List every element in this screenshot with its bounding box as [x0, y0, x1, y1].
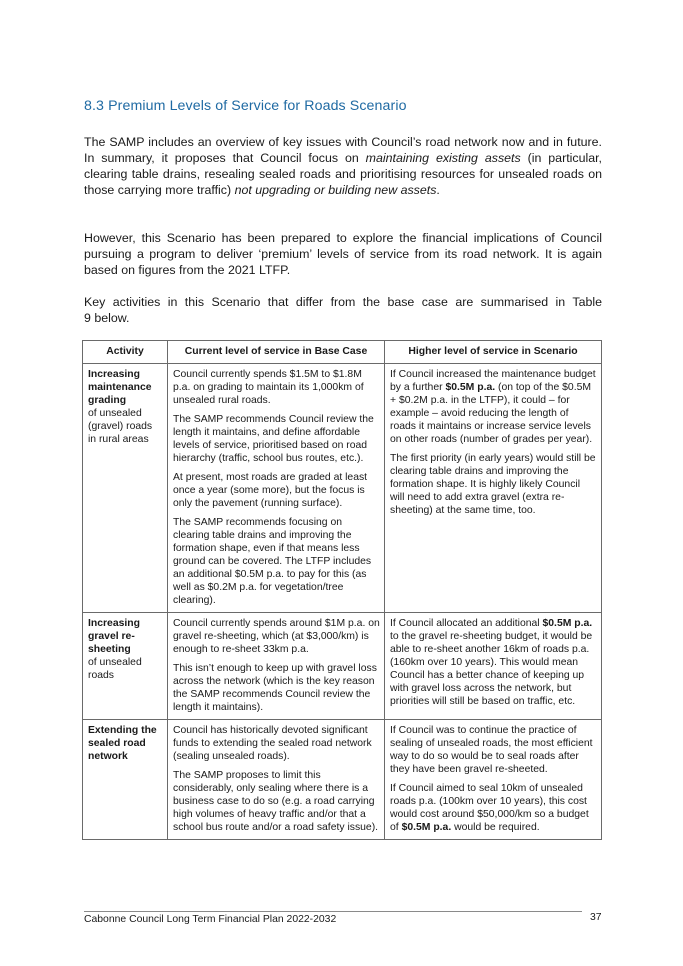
higher-text-a: If Council increased the maintenance budget by a further	[390, 369, 596, 393]
table-header-row	[83, 341, 602, 364]
higher-text: The first priority (in early years) would still be clearing table drains and improving the formation shape. It is highly likely Council will need to add extra gravel (extra re-sheeting) at the same time, too.	[390, 453, 596, 516]
activity-cell	[83, 613, 168, 720]
footer-title: Cabonne Council Long Term Financial Plan 2022-2032	[84, 914, 337, 925]
activity-title: Increasing maintenance grading	[88, 369, 152, 406]
activity-detail: of unsealed roads	[88, 657, 142, 681]
current-text: The SAMP proposes to limit this considerably, only sealing where there is a business case to do so (e.g. a road carrying high volumes of heavy traffic and/or that a school bus route and/or a road safety issue).	[173, 770, 379, 833]
current-cell	[168, 613, 385, 720]
intro-paragraph	[84, 135, 602, 199]
key-activities-table	[82, 340, 602, 840]
higher-text	[390, 617, 597, 708]
current-cell	[168, 720, 385, 840]
header-higher: Higher level of service in Scenario	[385, 341, 602, 364]
header-activity: Activity	[83, 341, 168, 364]
higher-cell	[385, 720, 602, 840]
higher-text-c: would be required.	[451, 822, 540, 833]
intro-text-e: .	[436, 182, 440, 197]
intro-emphasis-not-upgrading: not upgrading or building new assets	[234, 182, 437, 197]
current-text: The SAMP recommends focusing on clearing table drains and improving the formation shape, even if that means less ground can be covered. The LTFP includes an additional $0.5M p.a. to pay for this (as well as $0.2M p.a. for vegetation/tree clearing).	[173, 517, 372, 606]
key-activities-line-1: Key activities in this Scenario that differ from the base case are summarised in Table	[84, 295, 602, 309]
higher-text-a: If Council aimed to seal 10km of unsealed roads p.a. (100km over 10 years), this cost would cost around $50,000/km so a budget of	[390, 783, 589, 833]
higher-cell	[385, 364, 602, 613]
higher-amount: $0.5M p.a.	[542, 618, 593, 629]
section-heading: 8.3 Premium Levels of Service for Roads Scenario	[84, 98, 407, 114]
current-text: At present, most roads are graded at least once a year (some more), but the focus is only the pavement (running surface).	[173, 472, 368, 509]
table-row	[83, 720, 602, 840]
footer-divider	[84, 911, 582, 912]
higher-text-c: (on top of the $0.5M + $0.2M p.a. in the LTFP), it could – for example – avoid reducing the length of roads it maintains or increase service levels on other roads (number of grades per year).	[390, 382, 593, 445]
intro-text-c: (in particular, clearing table drains, resealing sealed roads and prioritising resources for unsealed roads on those carrying more traffic)	[84, 150, 603, 197]
activity-title: Increasing gravel re-sheeting	[88, 618, 140, 655]
higher-amount: $0.5M p.a.	[445, 382, 496, 393]
higher-text	[390, 368, 597, 446]
current-text: The SAMP recommends Council review the length it maintains, and define affordable levels of service, prioritised based on road hierarchy (traffic, school bus routes, etc.).	[173, 414, 374, 464]
higher-text: If Council was to continue the practice of sealing of unsealed roads, the most efficient way to do so would be to seal roads after they have been gravel re-sheeted.	[390, 725, 593, 775]
current-text: Council currently spends $1.5M to $1.8M p.a. on grading to maintain its 1,000km of unsealed rural roads.	[173, 369, 364, 406]
higher-amount: $0.5M p.a.	[401, 822, 452, 833]
table-row	[83, 613, 602, 720]
table-row	[83, 364, 602, 613]
activity-detail: of unsealed (gravel) roads in rural areas	[88, 408, 153, 445]
current-cell	[168, 364, 385, 613]
higher-cell	[385, 613, 602, 720]
page-number: 37	[590, 912, 602, 923]
key-activities-line-2: 9 below.	[84, 310, 130, 325]
higher-text-a: If Council allocated an additional	[390, 618, 543, 629]
header-current: Current level of service in Base Case	[168, 341, 385, 364]
intro-text-a: The SAMP includes an overview of key issues with Council’s road network now and in future. In summary, it proposes that Council focus on	[84, 135, 602, 165]
scenario-paragraph: However, this Scenario has been prepared to explore the financial implications of Council pursuing a program to deliver ‘premium’ levels of service from its road network. It is again based on figures from the 2021 LTFP.	[84, 231, 602, 277]
higher-text-c: to the gravel re-sheeting budget, it would be able to re-sheet another 16km of roads p.a. (160km over 10 years). This would mean Council has a better chance of keeping up with gravel loss across the network, but priorities will still be based on traffic, etc.	[390, 631, 593, 707]
key-activities-paragraph	[84, 295, 602, 327]
current-text: Council currently spends around $1M p.a. on gravel re-sheeting, which (at $3,000/km) is enough to re-sheet 33km p.a.	[173, 618, 380, 655]
intro-emphasis-maintaining: maintaining existing assets	[365, 150, 521, 165]
higher-text	[390, 782, 597, 834]
activity-title: Extending the sealed road network	[88, 725, 157, 762]
activity-cell	[83, 364, 168, 613]
current-text: Council has historically devoted significant funds to extending the sealed road network (sealing unsealed roads).	[173, 725, 372, 762]
activity-cell	[83, 720, 168, 840]
current-text: This isn’t enough to keep up with gravel loss across the network (which is the key reason the SAMP recommends Council review the length it maintains).	[173, 663, 377, 713]
